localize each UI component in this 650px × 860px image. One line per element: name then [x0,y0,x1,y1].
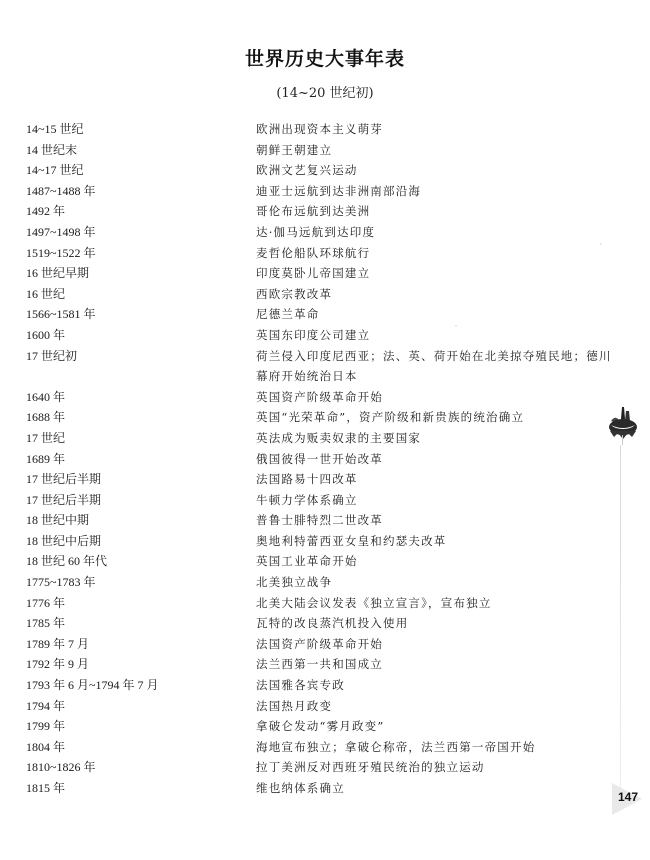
timeline-date: 1566~1581 年 [26,307,96,322]
timeline-row [26,490,626,511]
timeline-event: 英国“光荣革命”，资产阶级和新贵族的统治确立 [256,410,525,425]
timeline-event: 英国资产阶级革命开始 [256,389,383,404]
timeline-event: 北美独立战争 [256,575,333,590]
timeline-event: 西欧宗教改革 [256,286,333,301]
timeline-row [26,613,626,634]
timeline-row [26,284,626,305]
timeline-event: 英法成为贩卖奴隶的主要国家 [256,430,422,445]
page-number-tab [612,783,650,815]
timeline-date: 1794 年 [26,698,66,713]
timeline-date: 1519~1522 年 [26,245,96,260]
timeline-date: 1789 年 7 月 [26,636,90,651]
timeline-event: 拿破仑发动“雾月政变” [256,719,385,734]
timeline-event: 法兰西第一共和国成立 [256,657,383,672]
timeline-event: 欧洲文艺复兴运动 [256,163,358,178]
timeline-row [26,243,626,264]
timeline-row [26,551,626,572]
timeline-event: 奥地利特蕾西亚女皇和约瑟夫改革 [256,533,447,548]
timeline-event: 法国路易十四改革 [256,472,358,487]
timeline-event: 荷兰侵入印度尼西亚；法、英、荷开始在北美掠夺殖民地；德川幕府开始统治日本 [256,348,612,384]
timeline-row [26,778,626,799]
timeline-event: 英国东印度公司建立 [256,327,371,342]
timeline-row [26,531,626,552]
timeline-date: 17 世纪后半期 [26,492,102,507]
timeline-row [26,325,626,346]
timeline-date: 17 世纪后半期 [26,472,102,487]
timeline-date: 1775~1783 年 [26,575,96,590]
timeline-event: 欧洲出现资本主义萌芽 [256,122,383,136]
timeline-event: 法国雅各宾专政 [256,678,345,693]
timeline-date: 17 世纪 [26,430,66,445]
timeline-date: 1792 年 9 月 [26,657,90,672]
timeline-date: 1600 年 [26,327,66,342]
timeline-row [26,737,626,758]
timeline-event: 拉丁美洲反对西班牙殖民统治的独立运动 [256,760,485,775]
timeline-event: 麦哲伦船队环球航行 [256,245,371,260]
timeline-date: 1799 年 [26,719,66,734]
timeline-row [26,346,626,387]
timeline-date: 18 世纪中期 [26,513,90,528]
timeline-date: 1815 年 [26,781,66,795]
timeline-event: 印度莫卧儿帝国建立 [256,266,371,281]
timeline-event: 迪亚士远航到达非洲南部沿海 [256,183,422,198]
page-subtitle: (14~20 世纪初) [276,86,374,101]
timeline-date: 1785 年 [26,616,66,631]
timeline-row [26,757,626,778]
timeline-date: 16 世纪 [26,286,66,301]
timeline-row [26,304,626,325]
page-number: 147 [618,790,639,804]
timeline-date: 1804 年 [26,739,66,754]
timeline-event: 哥伦布远航到达美洲 [256,204,371,219]
timeline-row [26,387,626,408]
timeline-date: 1689 年 [26,451,66,466]
scan-speck [600,243,602,245]
timeline-row [26,696,626,717]
timeline-row [26,510,626,531]
timeline-event: 俄国彼得一世开始改革 [256,451,383,466]
timeline-event: 达·伽马远航到达印度 [256,224,376,239]
timeline-row [26,181,626,202]
timeline-date: 1487~1488 年 [26,183,96,198]
timeline-event: 英国工业革命开始 [256,554,358,569]
timeline-date: 18 世纪 60 年代 [26,554,108,569]
timeline-event: 海地宣布独立；拿破仑称帝，法兰西第一帝国开始 [256,739,536,754]
timeline-row [26,449,626,470]
timeline-event: 普鲁士腓特烈二世改革 [256,513,383,528]
timeline-row [26,407,626,428]
timeline-date: 17 世纪初 [26,348,78,363]
timeline-row [26,140,626,161]
timeline-row [26,469,626,490]
scan-speck [455,325,457,327]
castle-tree-emblem-icon [605,405,641,445]
timeline-row [26,675,626,696]
timeline-row [26,654,626,675]
timeline-row [26,222,626,243]
timeline-row [26,572,626,593]
timeline-date: 1497~1498 年 [26,224,96,239]
timeline-date: 1793 年 6 月~1794 年 7 月 [26,678,159,693]
timeline-row [26,201,626,222]
timeline-row [26,119,626,140]
timeline-row [26,428,626,449]
page-title: 世界历史大事年表 [244,48,405,70]
timeline-event: 北美大陆会议发表《独立宣言》，宣布独立 [256,595,492,610]
timeline-date: 1492 年 [26,204,66,219]
timeline-date: 16 世纪早期 [26,266,90,281]
timeline-date: 14~15 世纪 [26,122,84,136]
timeline-row [26,160,626,181]
timeline-row [26,716,626,737]
timeline-date: 1776 年 [26,595,66,610]
timeline-row [26,634,626,655]
timeline-date: 1688 年 [26,410,66,425]
timeline-table [26,119,626,799]
timeline-date: 14~17 世纪 [26,163,84,178]
timeline-row [26,263,626,284]
timeline-event: 牛顿力学体系确立 [256,492,358,507]
timeline-date: 14 世纪末 [26,142,78,157]
timeline-date: 1810~1826 年 [26,760,96,775]
margin-divider-line [620,445,621,795]
timeline-event: 法国资产阶级革命开始 [256,636,383,651]
timeline-date: 18 世纪中后期 [26,533,102,548]
timeline-event: 朝鲜王朝建立 [256,142,333,157]
timeline-date: 1640 年 [26,389,66,404]
timeline-row [26,593,626,614]
timeline-event: 瓦特的改良蒸汽机投入使用 [256,616,409,631]
timeline-event: 法国热月政变 [256,698,333,713]
timeline-event: 维也纳体系确立 [256,781,345,795]
timeline-event: 尼德兰革命 [256,307,320,322]
